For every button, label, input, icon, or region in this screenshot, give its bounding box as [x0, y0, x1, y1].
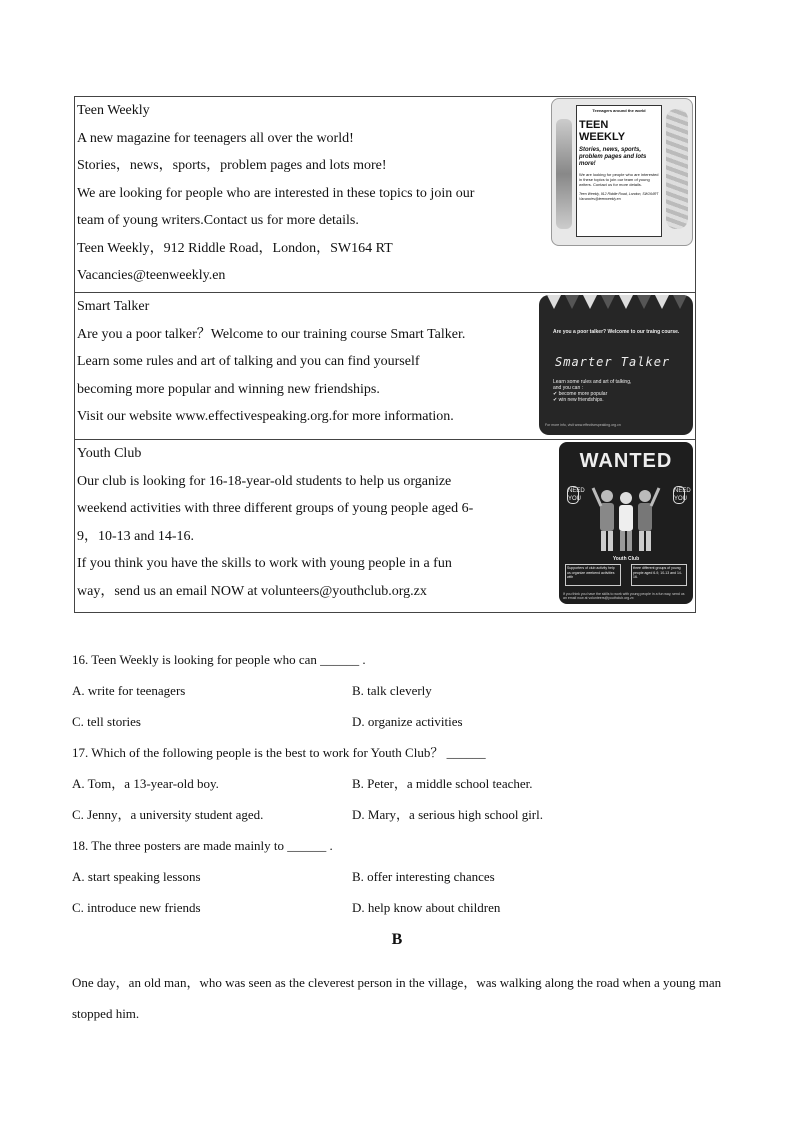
option-c[interactable]: C. Jenny，a university student aged. — [72, 807, 264, 822]
poster-body — [553, 379, 683, 403]
people-illustration-icon — [589, 482, 663, 554]
poster-info-box: Supporters of club activity help us organize weekend activities with — [565, 564, 621, 586]
ad-title: Teen Weekly — [77, 103, 150, 118]
ad-line: A new magazine for teenagers all over the world! — [77, 130, 354, 146]
question-stem: 18. The three posters are made mainly to ______ . — [72, 838, 333, 853]
poster-body-line: and you can : — [553, 385, 584, 391]
option-row — [72, 864, 732, 895]
option-row — [72, 678, 732, 709]
ad-line: team of young writers.Contact us for more details. — [77, 213, 359, 228]
poster-bullet — [553, 397, 683, 403]
ad-line: Teen Weekly，912 Riddle Road，London，SW164 RT — [77, 240, 393, 256]
ad-title: Youth Club — [77, 446, 142, 461]
poster-title: WANTED — [579, 450, 673, 472]
ad-line: Vacancies@teenweekly.en — [77, 268, 226, 283]
poster-body-line: Learn some rules and art of talking, — [553, 379, 632, 385]
smart-talker-poster — [539, 295, 693, 435]
poster-decoration — [556, 119, 572, 229]
ad-line: Our club is looking for 16-18-year-old students to help us organize — [77, 473, 452, 489]
ad-line: becoming more popular and winning new friendships. — [77, 381, 380, 397]
option-b[interactable]: B. offer interesting chances — [352, 869, 495, 884]
question-stem: 17. Which of the following people is the best to work for Youth Club？ ______ — [72, 745, 486, 760]
option-a[interactable]: A. write for teenagers — [72, 683, 186, 698]
poster-top-text: Teenagers around the world — [592, 108, 646, 113]
ad-line: way，send us an email NOW at volunteers@youthclub.org.zx — [77, 583, 427, 599]
option-c[interactable]: C. tell stories — [72, 714, 141, 729]
ad-teen-weekly — [75, 97, 695, 293]
option-d[interactable]: D. Mary，a serious high school girl. — [352, 807, 544, 822]
poster-title-line: TEEN — [579, 119, 609, 131]
bunting-flags-icon — [539, 295, 693, 311]
option-row — [72, 895, 732, 926]
option-b[interactable]: B. talk cleverly — [352, 683, 432, 698]
ad-line: We are looking for people who are interested in these topics to join our — [77, 185, 475, 201]
check-icon: ✔ — [553, 391, 559, 397]
ad-line: Stories，news，sports，problem pages and lots more! — [77, 158, 387, 173]
poster-footer: Teen Weekly, 912 Riddle Road, London, SW164RT Vacancies@teenweekly.en — [579, 192, 659, 201]
magazine-cover — [576, 105, 662, 237]
option-d[interactable]: D. help know about children — [352, 900, 501, 915]
poster-subtitle: Stories, news, sports, problem pages and lots more! — [579, 147, 647, 167]
poster-title: Smarter Talker — [555, 355, 671, 369]
option-b[interactable]: B. Peter，a middle school teacher. — [352, 776, 533, 791]
ad-line: Learn some rules and art of talking and you can find yourself — [77, 354, 420, 369]
teen-weekly-poster — [551, 98, 693, 246]
ad-youth-club — [75, 440, 695, 612]
poster-footer: For more info, visit www.effectivespeaking.org.cn — [545, 423, 621, 427]
poster-intro: Are you a poor talker? Welcome to our traing course. — [553, 329, 680, 335]
ad-smart-talker — [75, 293, 695, 440]
option-row — [72, 709, 732, 740]
option-a[interactable]: A. start speaking lessons — [72, 869, 201, 884]
poster-footer: If you think you have the skills to work with young people in a fun way, send us an email now at volunteers@youthclub.org.zx — [563, 592, 685, 600]
option-row — [72, 802, 732, 833]
ad-line: Visit our website www.effectivespeaking.org.for more information. — [77, 409, 454, 424]
question-stem: 16. Teen Weekly is looking for people who can ______ . — [72, 652, 366, 667]
passage-text: One day，an old man，who was seen as the cleverest person in the village，was walking along the road when a young man stopped him. — [72, 975, 722, 1021]
poster-title — [579, 119, 659, 143]
check-icon: ✔ — [553, 397, 559, 403]
ad-line: If you think you have the skills to work with young people in a fun — [77, 556, 452, 571]
questions-section — [72, 647, 732, 926]
advertisement-table — [74, 96, 696, 613]
wanted-poster — [559, 442, 693, 604]
poster-bullet-text: win new friendships. — [558, 397, 604, 403]
ad-line: 9，10-13 and 14-16. — [77, 528, 195, 544]
poster-title-line: WEEKLY — [579, 131, 626, 143]
option-c[interactable]: C. introduce new friends — [72, 900, 201, 915]
poster-side-text: NEED YOU — [674, 488, 691, 502]
option-d[interactable]: D. organize activities — [352, 714, 463, 729]
ad-line: weekend activities with three different groups of young people aged 6- — [77, 501, 474, 516]
ad-title: Smart Talker — [77, 299, 150, 314]
poster-info-box: three different groups of young people aged 6-9, 10-13 and 14-16. — [631, 564, 687, 586]
poster-bullet-text: become more popular — [558, 391, 608, 397]
option-a[interactable]: A. Tom，a 13-year-old boy. — [72, 776, 219, 791]
poster-club-name: Youth Club — [612, 556, 640, 562]
section-title: B — [391, 931, 403, 948]
ad-line: Are you a poor talker？Welcome to our training course Smart Talker. — [77, 326, 466, 342]
poster-decoration — [666, 109, 688, 229]
option-row — [72, 771, 732, 802]
poster-side-text: NEED YOU — [568, 488, 585, 502]
poster-body: We are looking for people who are interested in these topics to join our team of young writers. Contact us for more details. — [579, 172, 659, 187]
